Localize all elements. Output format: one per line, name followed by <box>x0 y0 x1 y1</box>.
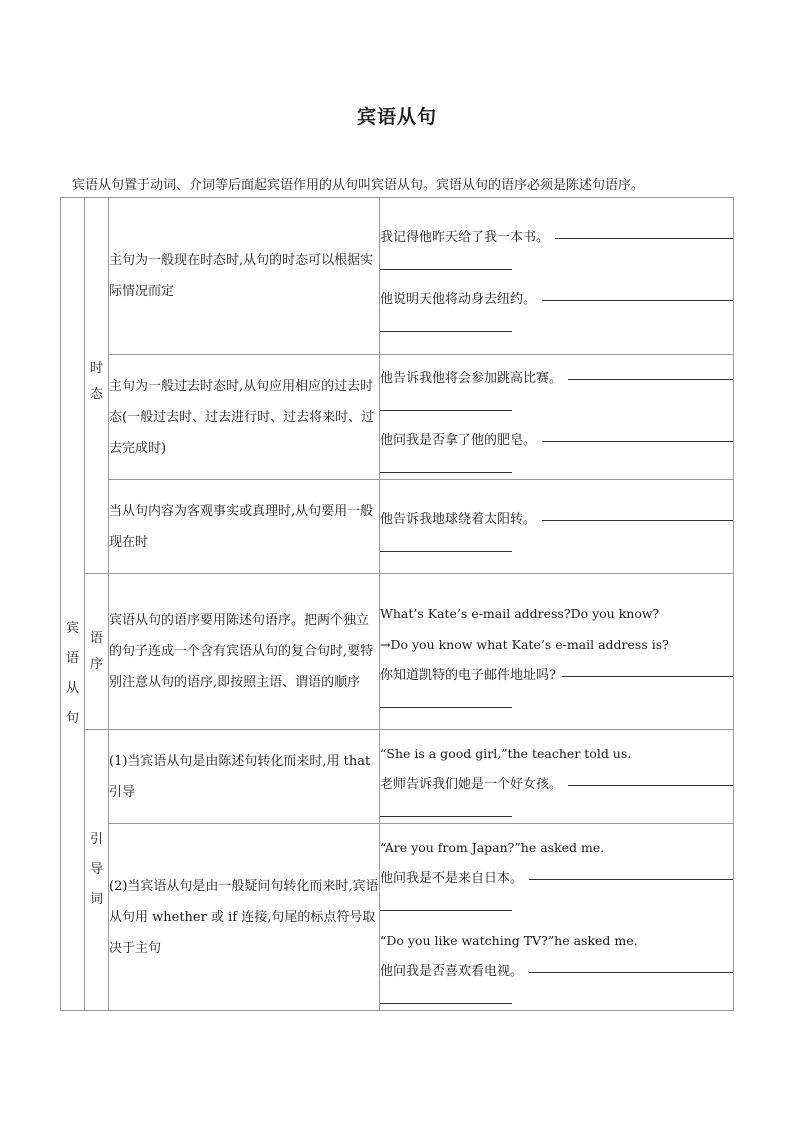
example-cell: “She is a good girl,”the teacher told us. 老师告诉我们她是一个好女孩。 <box>380 730 734 824</box>
answer-blank[interactable] <box>529 865 733 880</box>
answer-blank[interactable] <box>380 816 512 817</box>
table-row <box>61 355 734 480</box>
answer-blank[interactable] <box>380 707 512 708</box>
answer-blank[interactable] <box>380 551 512 552</box>
table-row <box>61 198 734 355</box>
tense-category-label: 时 态 <box>85 198 109 574</box>
answer-blank[interactable] <box>542 427 733 442</box>
table-row <box>61 574 734 730</box>
rule-cell: (1)当宾语从句是由陈述句转化而来时,用 that 引导 <box>109 730 380 824</box>
answer-blank[interactable] <box>380 472 512 473</box>
table-row <box>61 730 734 824</box>
intro-paragraph: 宾语从句置于动词、介词等后面起宾语作用的从句叫宾语从句。宾语从句的语序必须是陈述句语序。 <box>72 178 645 193</box>
answer-blank[interactable] <box>380 1003 512 1004</box>
rule-cell: (2)当宾语从句是由一般疑问句转化而来时,宾语从句用 whether 或 if 连接,句尾的标点符号取决于主句 <box>109 824 380 1011</box>
rule-cell: 主句为一般过去时态时,从句应用相应的过去时态(一般过去时、过去进行时、过去将来时、过去完成时) <box>109 355 380 480</box>
connective-category-label: 引 导 词 <box>85 730 109 1011</box>
main-category-label: 宾 语 从 句 <box>61 198 85 1011</box>
answer-blank[interactable] <box>529 958 733 973</box>
answer-blank[interactable] <box>568 365 733 380</box>
answer-blank[interactable] <box>380 331 512 332</box>
answer-blank[interactable] <box>568 771 733 786</box>
answer-blank[interactable] <box>542 506 733 521</box>
example-cell: 我记得他昨天给了我一本书。 他说明天他将动身去纽约。 <box>380 198 734 355</box>
example-cell: “Are you from Japan?”he asked me. 他问我是不是来自日本。 “Do you like watching TV?”he asked me. 他问我是否喜欢看电视。 <box>380 824 734 1011</box>
answer-blank[interactable] <box>562 662 733 677</box>
answer-blank[interactable] <box>380 910 512 911</box>
page-title: 宾语从句 <box>356 106 437 128</box>
answer-blank[interactable] <box>555 224 733 239</box>
rule-cell: 宾语从句的语序要用陈述句语序。把两个独立的句子连成一个含有宾语从句的复合句时,要特别注意从句的语序,即按照主语、谓语的顺序 <box>109 574 380 730</box>
answer-blank[interactable] <box>380 269 512 270</box>
example-cell: What’s Kate’s e-mail address?Do you know? →Do you know what Kate’s e-mail address is? 你知道凯特的电子邮件地址吗? <box>380 574 734 730</box>
example-cell: 他告诉我地球绕着太阳转。 <box>380 480 734 574</box>
order-category-label: 语 序 <box>85 574 109 730</box>
answer-blank[interactable] <box>542 286 733 301</box>
rule-cell: 当从句内容为客观事实或真理时,从句要用一般现在时 <box>109 480 380 574</box>
rule-cell: 主句为一般现在时态时,从句的时态可以根据实际情况而定 <box>109 198 380 355</box>
table-row <box>61 480 734 574</box>
answer-blank[interactable] <box>380 410 512 411</box>
grammar-table <box>60 197 734 1011</box>
example-cell: 他告诉我他将会参加跳高比赛。 他问我是否拿了他的肥皂。 <box>380 355 734 480</box>
table-row <box>61 824 734 1011</box>
